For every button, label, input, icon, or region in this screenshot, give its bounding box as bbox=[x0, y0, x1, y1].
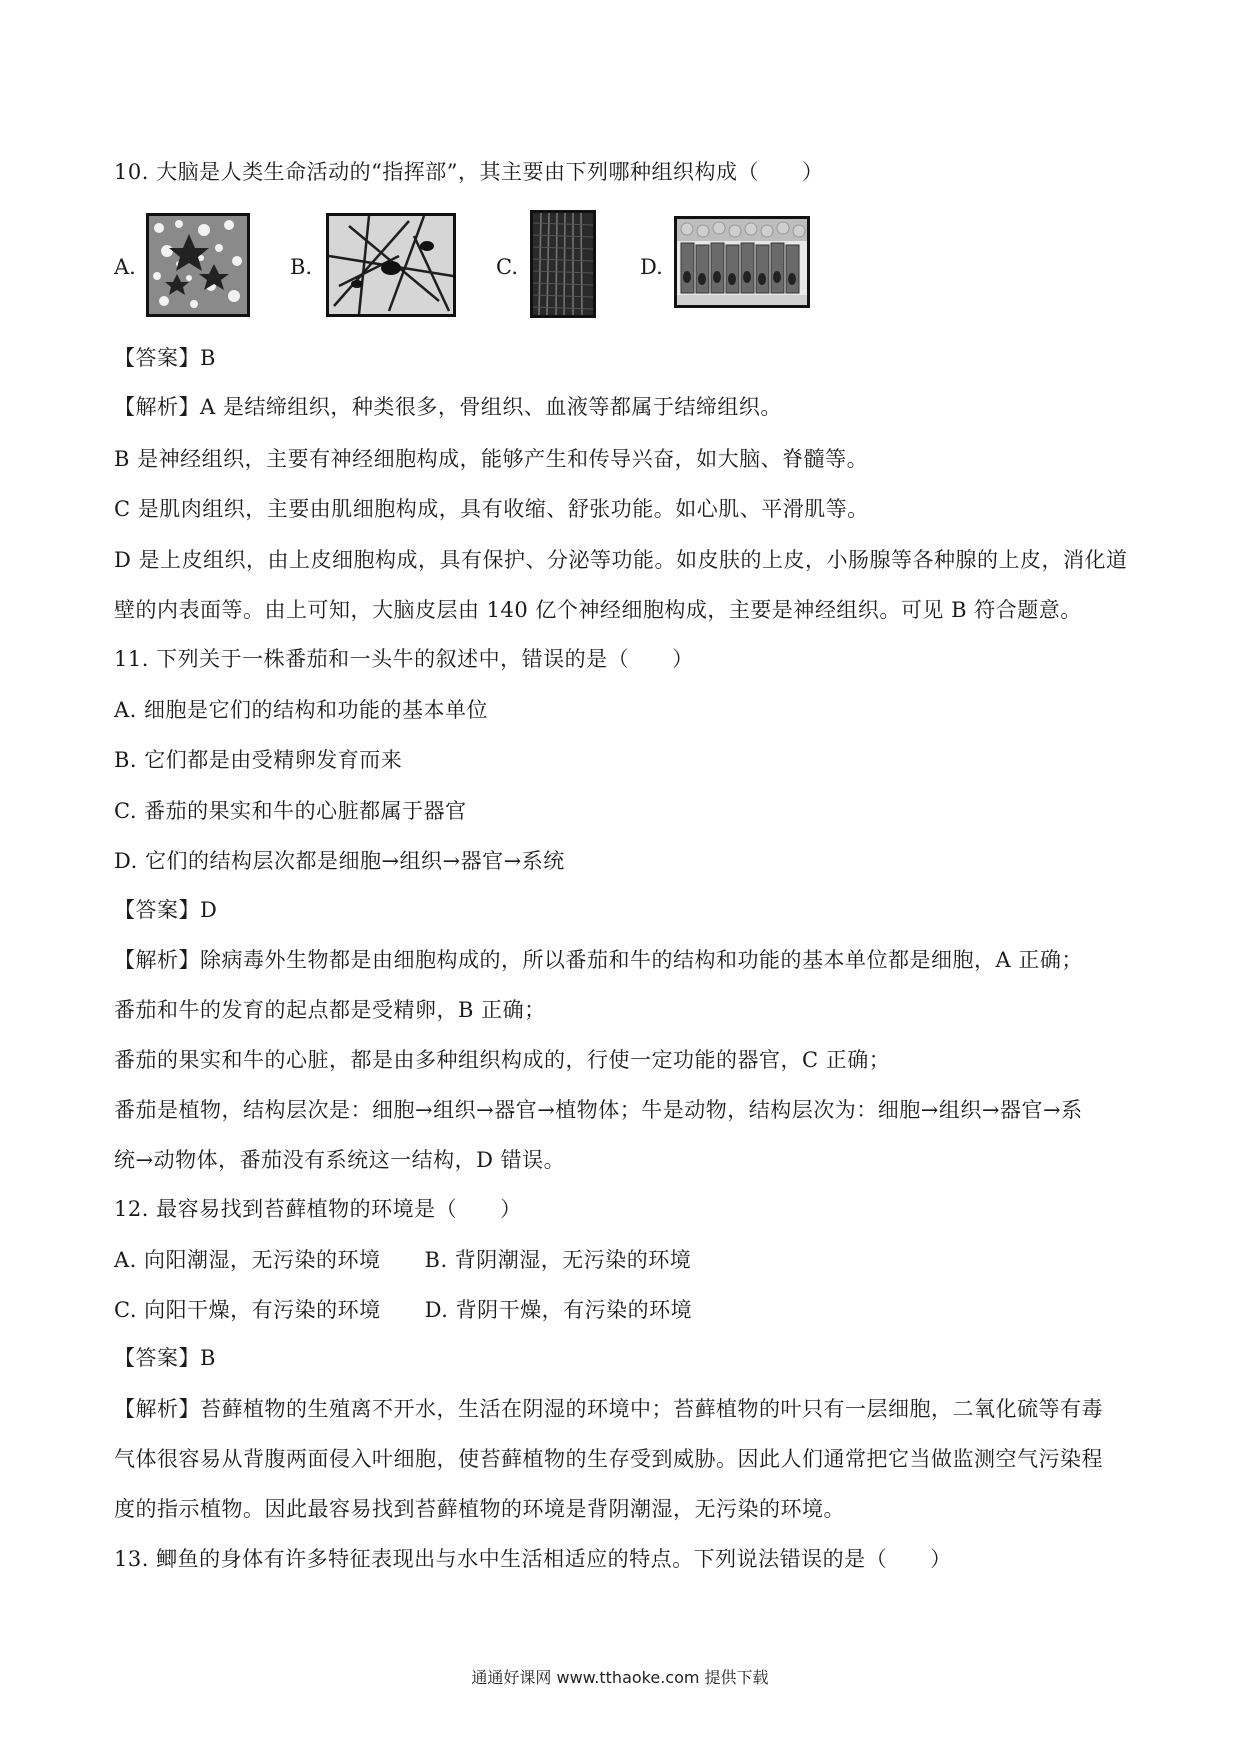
q11-option-d: D. 它们的结构层次都是细胞→组织→器官→系统 bbox=[114, 849, 565, 873]
q11-analysis-line-2: 番茄和牛的发育的起点都是受精卵，B 正确； bbox=[114, 998, 546, 1022]
q11-analysis-line-3: 番茄的果实和牛的心脏，都是由多种组织构成的，行使一定功能的器官，C 正确； bbox=[114, 1048, 891, 1072]
q12-option-d: D. 背阴干燥，有污染的环境 bbox=[424, 1298, 693, 1322]
q10-analysis-line-5: 壁的内表面等。由上可知，大脑皮层由 140 亿个神经细胞构成，主要是神经组织。可见 B 符合题意。 bbox=[114, 598, 1082, 622]
q11-option-c: C. 番茄的果实和牛的心脏都属于器官 bbox=[114, 799, 467, 823]
q12-analysis-line-1: 【解析】苔藓植物的生殖离不开水，生活在阴湿的环境中；苔藓植物的叶只有一层细胞，二氧化硫等有毒 bbox=[114, 1397, 1103, 1421]
q12-options-row-2 bbox=[114, 1296, 692, 1324]
nerve-tissue-icon bbox=[326, 213, 456, 317]
q10-analysis-line-1: 【解析】A 是结缔组织，种类很多，骨组织、血液等都属于结缔组织。 bbox=[114, 395, 782, 419]
q12-option-a: A. 向阳潮湿，无污染的环境 bbox=[114, 1248, 381, 1272]
q11-stem: 11. 下列关于一株番茄和一头牛的叙述中，错误的是（ ） bbox=[114, 647, 694, 671]
q11-option-a: A. 细胞是它们的结构和功能的基本单位 bbox=[114, 698, 489, 722]
q11-analysis-line-4: 番茄是植物，结构层次是：细胞→组织→器官→植物体；牛是动物，结构层次为：细胞→组织→器官→系 bbox=[114, 1098, 1083, 1122]
q10-option-b-label: B. bbox=[290, 255, 313, 279]
q10-option-a-label: A. bbox=[114, 255, 136, 279]
muscle-tissue-icon bbox=[530, 210, 596, 318]
connective-tissue-icon bbox=[146, 213, 250, 317]
q10-stem: 10. 大脑是人类生命活动的“指挥部”，其主要由下列哪种组织构成（ ） bbox=[114, 160, 824, 184]
q13-stem: 13. 鲫鱼的身体有许多特征表现出与水中生活相适应的特点。下列说法错误的是（ ） bbox=[114, 1547, 952, 1571]
q12-option-b: B. 背阴潮湿，无污染的环境 bbox=[424, 1248, 692, 1272]
q11-option-b: B. 它们都是由受精卵发育而来 bbox=[114, 748, 403, 772]
q12-option-c: C. 向阳干燥，有污染的环境 bbox=[114, 1298, 381, 1322]
q11-answer: 【答案】D bbox=[114, 898, 218, 922]
q10-option-c-label: C. bbox=[496, 255, 518, 279]
q10-analysis-line-3: C 是肌肉组织，主要由肌细胞构成，具有收缩、舒张功能。如心肌、平滑肌等。 bbox=[114, 497, 869, 521]
q12-options-row-1 bbox=[114, 1246, 691, 1274]
q12-stem: 12. 最容易找到苔藓植物的环境是（ ） bbox=[114, 1197, 522, 1221]
q11-analysis-line-1: 【解析】除病毒外生物都是由细胞构成的，所以番茄和牛的结构和功能的基本单位都是细胞，A 正确； bbox=[114, 948, 1083, 972]
q12-analysis-line-2: 气体很容易从背腹两面侵入叶细胞，使苔藓植物的生存受到威胁。因此人们通常把它当做监测空气污染程 bbox=[114, 1447, 1103, 1471]
epithelial-tissue-icon bbox=[674, 216, 810, 308]
q12-analysis-line-3: 度的指示植物。因此最容易找到苔藓植物的环境是背阴潮湿，无污染的环境。 bbox=[114, 1497, 845, 1521]
q10-analysis-line-2: B 是神经组织，主要有神经细胞构成，能够产生和传导兴奋，如大脑、脊髓等。 bbox=[114, 447, 869, 471]
page-footer: 通通好课网 www.tthaoke.com 提供下载 bbox=[471, 1668, 769, 1687]
q10-analysis-line-4: D 是上皮组织，由上皮细胞构成，具有保护、分泌等功能。如皮肤的上皮，小肠腺等各种腺的上皮，消化道 bbox=[114, 548, 1128, 572]
q11-analysis-line-5: 统→动物体，番茄没有系统这一结构，D 错误。 bbox=[114, 1148, 566, 1172]
q12-answer: 【答案】B bbox=[114, 1346, 216, 1370]
q10-option-d-label: D. bbox=[640, 255, 663, 279]
q10-answer: 【答案】B bbox=[114, 346, 216, 370]
